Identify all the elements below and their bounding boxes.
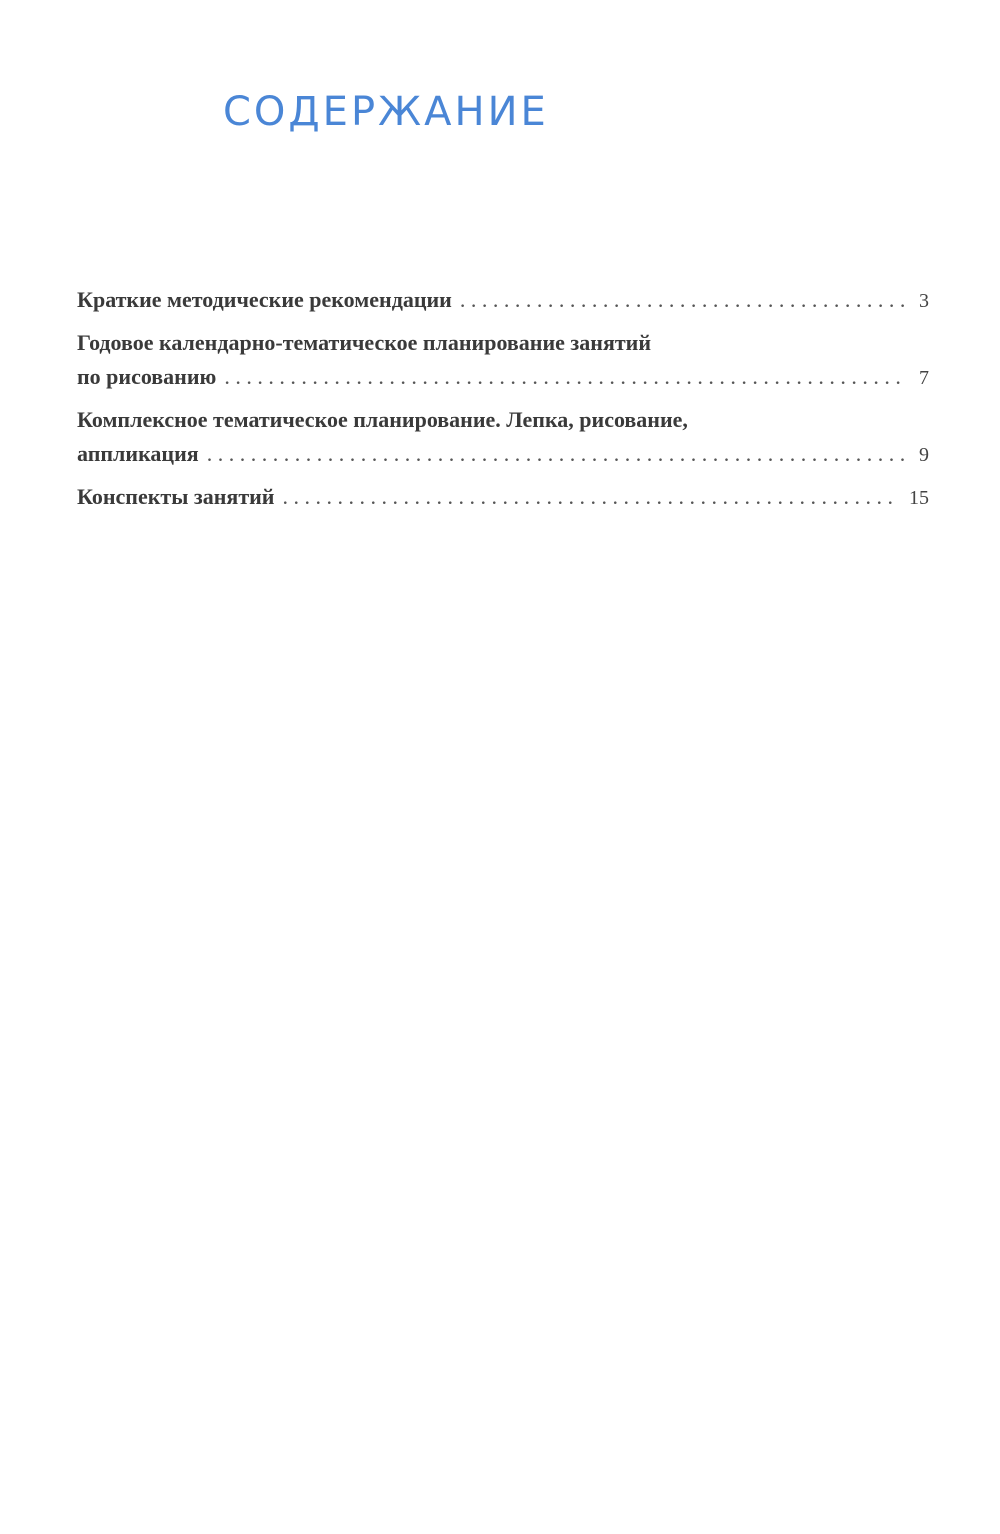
toc-entry-title: Комплексное тематическое планирование. Лепка, рисование, <box>77 407 688 432</box>
toc-page-number: 15 <box>909 487 929 509</box>
table-of-contents <box>77 283 929 523</box>
toc-page-number: 3 <box>919 290 929 312</box>
toc-page-number: 7 <box>919 367 929 389</box>
toc-entry[interactable] <box>77 283 929 318</box>
page-title: СОДЕРЖАНИЕ <box>223 89 549 135</box>
dot-leader <box>460 283 907 317</box>
toc-entry-title: Годовое календарно-тематическое планирование занятий <box>77 330 651 355</box>
toc-entry-title: Краткие методические рекомендации <box>77 287 452 312</box>
toc-entry[interactable] <box>77 403 929 472</box>
dot-leader <box>282 480 899 514</box>
toc-entry-title-continued: аппликация <box>77 441 199 466</box>
dot-leader <box>207 437 907 471</box>
toc-entry-title-continued: по рисованию <box>77 364 217 389</box>
toc-entry[interactable] <box>77 326 929 395</box>
toc-entry-title: Конспекты занятий <box>77 484 275 509</box>
dot-leader <box>224 360 907 394</box>
toc-entry[interactable] <box>77 480 929 515</box>
toc-page-number: 9 <box>919 444 929 466</box>
